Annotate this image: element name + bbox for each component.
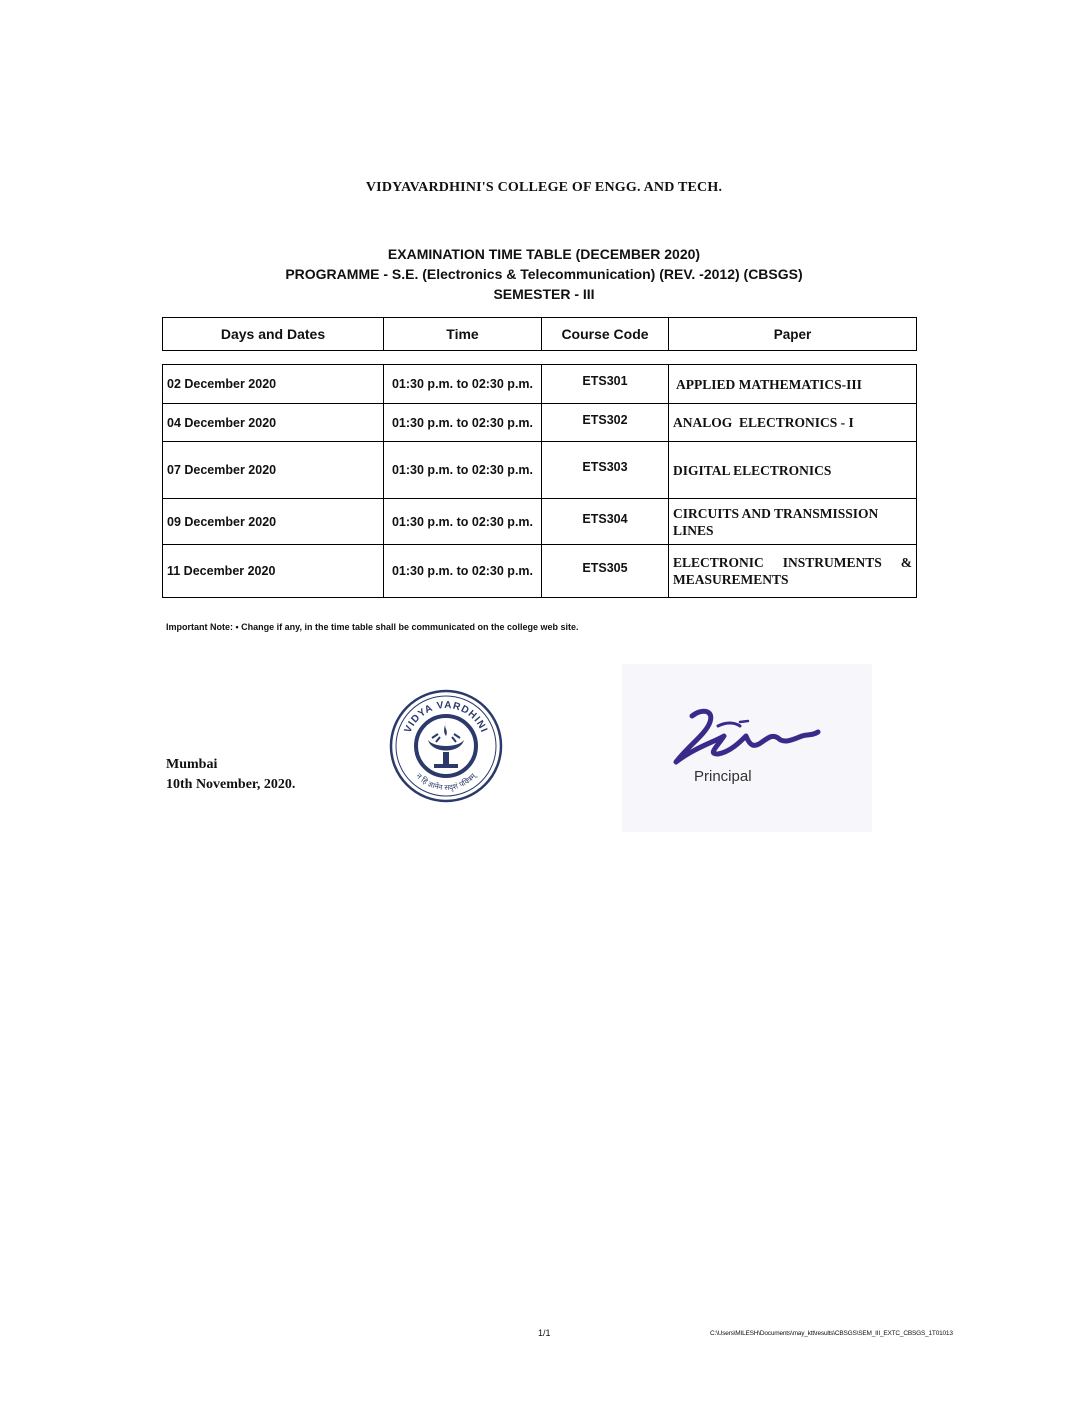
- table-row: [163, 545, 917, 598]
- course-code: ETS303: [542, 442, 669, 499]
- timetable: [162, 364, 917, 598]
- signature-image: [622, 664, 872, 832]
- programme-line: PROGRAMME - S.E. (Electronics & Telecommunication) (REV. -2012) (CBSGS): [285, 266, 803, 282]
- signatory-title: Principal: [694, 768, 752, 785]
- exam-date: 07 December 2020: [163, 442, 384, 499]
- exam-date: 02 December 2020: [163, 365, 384, 404]
- exam-time: 01:30 p.m. to 02:30 p.m.: [384, 545, 542, 598]
- course-code: ETS304: [542, 499, 669, 545]
- paper-name: ANALOG ELECTRONICS - I: [669, 404, 917, 442]
- exam-date: 04 December 2020: [163, 404, 384, 442]
- semester-line: SEMESTER - III: [493, 286, 595, 302]
- table-row: [163, 404, 917, 442]
- exam-time: 01:30 p.m. to 02:30 p.m.: [384, 404, 542, 442]
- paper-name: ELECTRONIC INSTRUMENTS & MEASUREMENTS: [669, 545, 917, 598]
- college-name: VIDYAVARDHINI'S COLLEGE OF ENGG. AND TECH.: [365, 180, 723, 195]
- svg-text:VIDYA VARDHINI: VIDYA VARDHINI: [402, 699, 490, 735]
- course-code: ETS302: [542, 404, 669, 442]
- important-note: Important Note: • Change if any, in the time table shall be communicated on the college web site.: [166, 622, 579, 632]
- signature-area: [622, 664, 872, 832]
- page-number: 1/1: [538, 1328, 551, 1338]
- college-seal-logo: [388, 688, 504, 804]
- svg-text:न हि ज्ञानेन सदृशं पवित्रम्: न हि ज्ञानेन सदृशं पवित्रम्: [414, 771, 478, 793]
- paper-name: CIRCUITS AND TRANSMISSION LINES: [669, 499, 917, 545]
- exam-date: 09 December 2020: [163, 499, 384, 545]
- exam-time: 01:30 p.m. to 02:30 p.m.: [384, 499, 542, 545]
- exam-date: 11 December 2020: [163, 545, 384, 598]
- exam-time: 01:30 p.m. to 02:30 p.m.: [384, 365, 542, 404]
- table-row: [163, 499, 917, 545]
- issue-date: 10th November, 2020.: [166, 777, 296, 792]
- issue-place: Mumbai: [166, 757, 218, 772]
- table-row: [163, 365, 917, 404]
- course-code: ETS305: [542, 545, 669, 598]
- timetable-header: [162, 317, 917, 351]
- column-header-time: Time: [384, 318, 542, 351]
- file-path: C:\Users\MILESH\Documents\may_ktt\results\CBSGS\SEM_III_EXTC_CBSGS_1T01013: [710, 1330, 953, 1337]
- column-header-paper: Paper: [669, 318, 917, 351]
- table-row: [163, 442, 917, 499]
- paper-name: DIGITAL ELECTRONICS: [669, 442, 917, 499]
- column-header-code: Course Code: [542, 318, 669, 351]
- column-header-date: Days and Dates: [163, 318, 384, 351]
- paper-name: APPLIED MATHEMATICS-III: [669, 365, 917, 404]
- exam-time: 01:30 p.m. to 02:30 p.m.: [384, 442, 542, 499]
- exam-title: EXAMINATION TIME TABLE (DECEMBER 2020): [387, 246, 701, 262]
- course-code: ETS301: [542, 365, 669, 404]
